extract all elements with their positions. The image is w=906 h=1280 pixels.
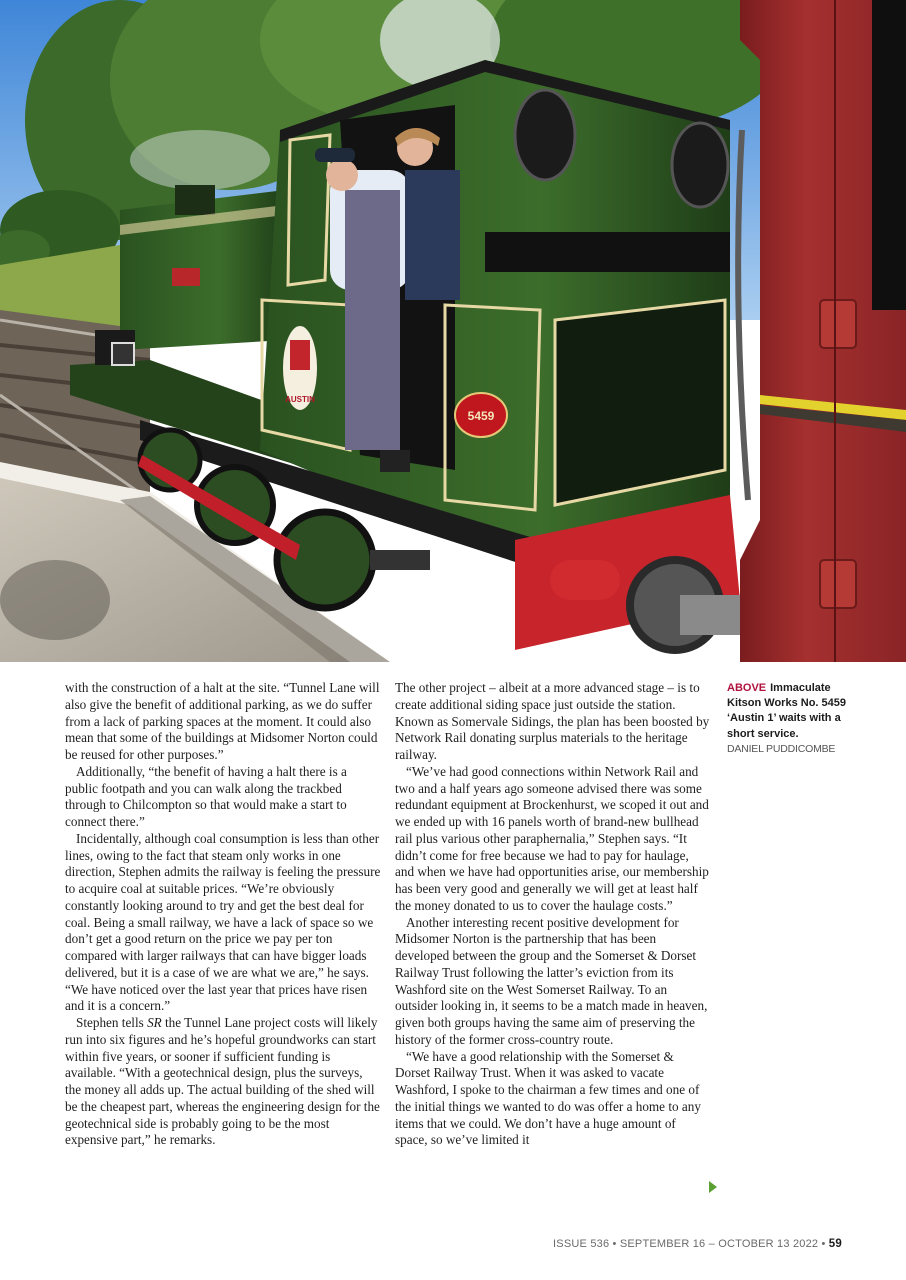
page-footer	[553, 1238, 842, 1250]
article-column-1	[65, 680, 381, 1149]
caption-kicker: ABOVE	[727, 682, 767, 694]
paragraph: The other project – albeit at a more advanced stage – is to create additional siding space just outside the station. Known as Somervale Sidings, the plan has been boosted by Network Rail donating surplus materials to the heritage railway.	[395, 680, 710, 762]
red-carriage	[738, 0, 906, 662]
crest-label: AUSTIN	[285, 395, 315, 404]
publication-abbrev: SR	[147, 1015, 162, 1030]
paragraph: with the construction of a halt at the site. “Tunnel Lane will also give the benefit of additional parking, as we do suffer from a lack of parking spaces at the moment. It could also mean that some of the buildings at Midsomer Norton could be reused for other purposes.”	[65, 680, 380, 762]
paragraph: “We have a good relationship with the Somerset & Dorset Railway Trust. When it was asked to vacate Washford, I spoke to the chairman a few times and one of the initial things we wanted to do was offer a home to any items that we could. We don’t have a huge amount of space, so we’ve limited it	[395, 1048, 701, 1148]
paragraph: Another interesting recent positive development for Midsomer Norton is the partnership that has been developed between the group and the Somerset & Dorset Railway Trust following the latter’s eviction from its Washford site on the West Somerset Railway. To an outsider looking in, it seems to be a match made in heaven, given both groups having the same aim of preserving the history of the former cross-country route.	[395, 914, 708, 1047]
photo-caption	[727, 681, 852, 757]
paragraph-text: the Tunnel Lane project costs will likely run into six figures and he’s hopeful groundworks can start within five years, or sooner if sufficient funding is available. “With a geotechnical design, plus the surveys, the money all adds up. The actual building of the shed will be the cheapest part, whereas the engineering design for the geotechnical side is probably going to be the most expensive part,” he remarks.	[65, 1015, 380, 1148]
paragraph: Additionally, “the benefit of having a halt there is a public footpath and you can walk along the trackbed through to Chilcompton so that would make a start to connect there.”	[65, 763, 347, 829]
number-plate-text: 5459	[467, 409, 495, 423]
paragraph: “We’ve had good connections within Network Rail and two and a half years ago someone advised there was some redundant equipment at Brockenhurst, we scoped it out and we ended up with 16 panels worth of brand-new bullhead rail plus various other paraphernalia,” Stephen says. “It didn’t come for free because we had to pay for haulage, and when we have had opportunities arise, our membership has been very good and generally we will get at least half the money donated to us to cover the haulage costs.”	[395, 763, 709, 913]
photo-credit: DANIEL PUDDICOMBE	[727, 742, 836, 755]
page-number: 59	[828, 1238, 842, 1250]
paragraph	[65, 1015, 381, 1149]
continue-arrow-icon	[708, 1180, 718, 1194]
issue-date-line: ISSUE 536 • SEPTEMBER 16 – OCTOBER 13 2022 •	[553, 1238, 826, 1250]
paragraph: Incidentally, although coal consumption is less than other lines, owing to the fact that steam only works in one direction, Stephen admits the railway is feeling the pressure to acquire coal at suitable prices. “We’re obviously constantly looking around to try and get the best deal for coal. Being a small railway, we have a lack of space so we don’t get a good return on the price we pay per ton compared with larger railways that can have bigger loads delivered, but it is a case of we are what we are,” he says. “We have noticed over the last year that prices have risen and it is a concern.”	[65, 830, 381, 1014]
paragraph-text: Stephen tells	[76, 1015, 148, 1030]
caption-text: Immaculate Kitson Works No. 5459 ‘Austin 1’ waits with a short service.	[727, 682, 846, 740]
article-column-2	[395, 680, 711, 1149]
